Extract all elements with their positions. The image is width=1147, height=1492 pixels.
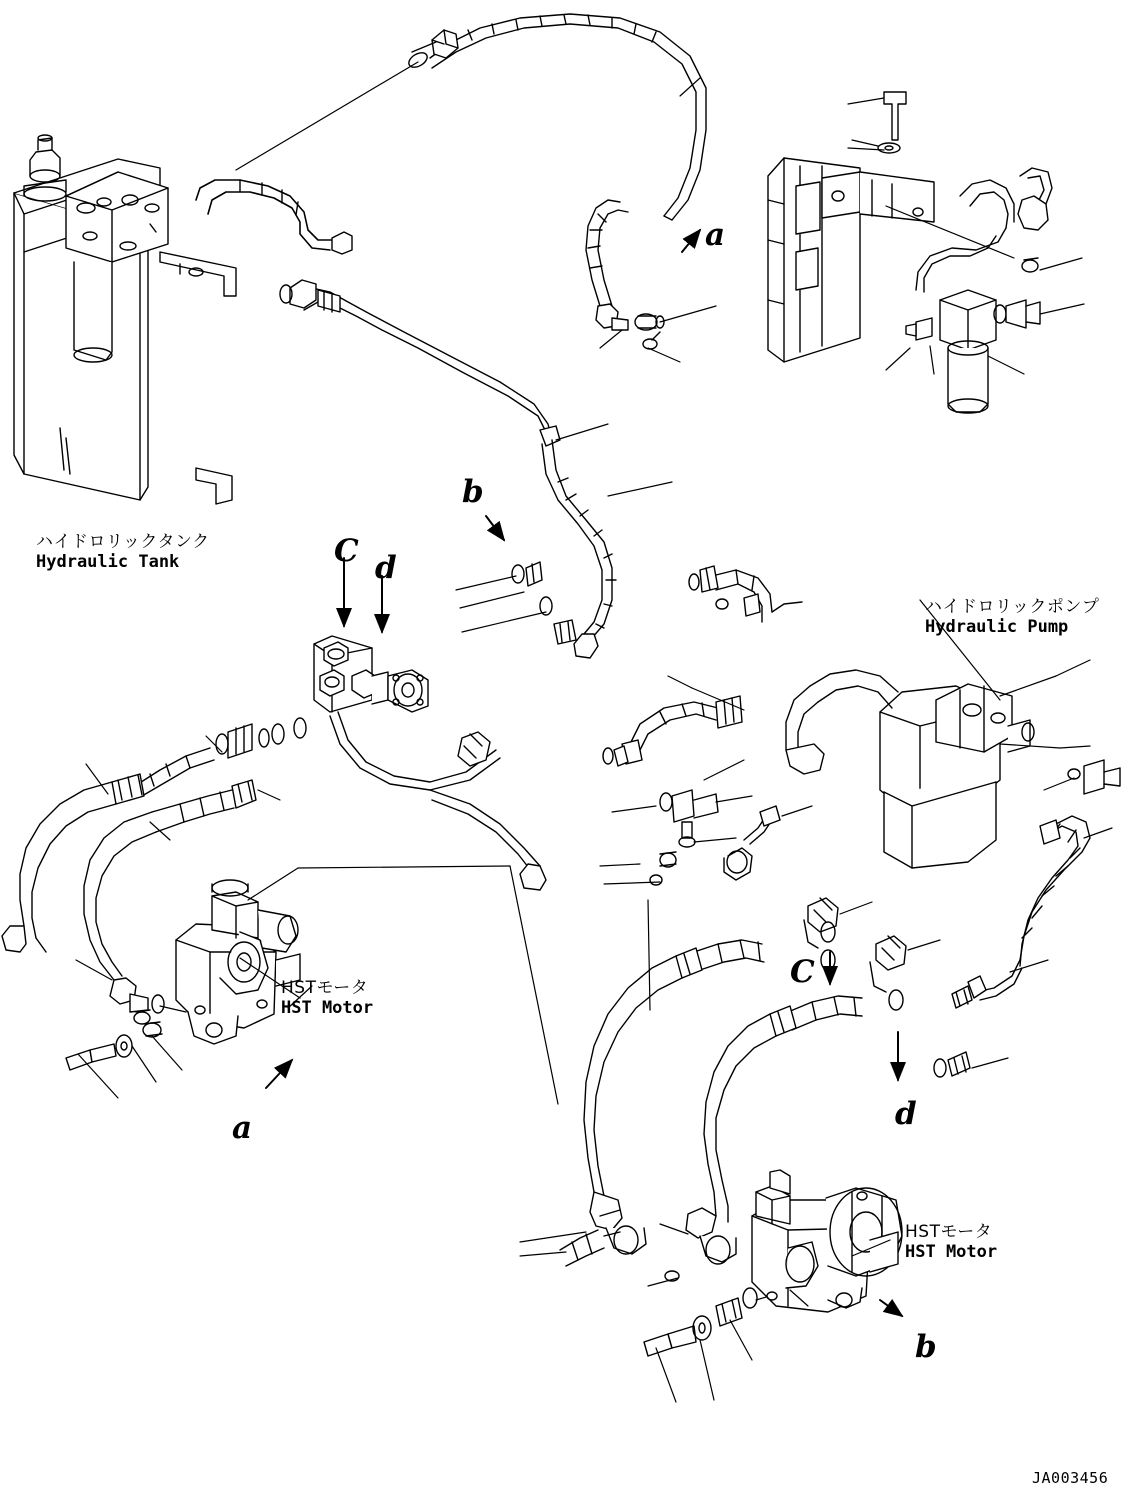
label-hydraulic-tank-en: Hydraulic Tank	[36, 551, 180, 572]
callout-a-lower-left: a	[232, 1110, 253, 1146]
upper-right-filter-assembly	[768, 92, 1084, 413]
label-hydraulic-tank-jp: ハイドロリックタンク	[36, 532, 210, 552]
label-hydraulic-pump-jp: ハイドロリックポンプ	[925, 597, 1100, 617]
hst-motor-right	[752, 1170, 902, 1316]
upper-center-hose-group	[586, 200, 716, 362]
right-motor-hose-pair	[520, 940, 862, 1402]
callout-a-upper: a	[705, 217, 726, 253]
label-hydraulic-pump-en: Hydraulic Pump	[925, 616, 1069, 637]
label-hst-motor-left	[281, 979, 373, 1018]
top-long-hose-assembly	[236, 14, 706, 220]
label-hst-motor-right-jp: HSTモータ	[905, 1222, 993, 1242]
center-right-fittings-cluster	[600, 566, 812, 1010]
label-hst-motor-left-jp: HSTモータ	[281, 978, 369, 998]
callout-c-left: C	[334, 533, 359, 569]
callout-b-lower-right: b	[915, 1329, 937, 1365]
callout-d-left: d	[375, 550, 397, 586]
label-hst-motor-left-en: HST Motor	[281, 997, 374, 1018]
callout-c-right: C	[790, 954, 815, 990]
label-hydraulic-pump	[925, 598, 1099, 637]
label-hydraulic-tank	[36, 533, 210, 572]
callout-d-right: d	[895, 1096, 917, 1132]
center-valve-block	[2, 558, 546, 1098]
hydraulic-tank-body	[14, 135, 352, 504]
hydraulic-pump-assembly	[786, 597, 1120, 868]
callout-b-middle: b	[462, 474, 484, 510]
label-hst-motor-right-en: HST Motor	[905, 1241, 998, 1262]
label-hst-motor-right	[905, 1223, 997, 1262]
drawing-number: JA003456	[1032, 1469, 1109, 1487]
